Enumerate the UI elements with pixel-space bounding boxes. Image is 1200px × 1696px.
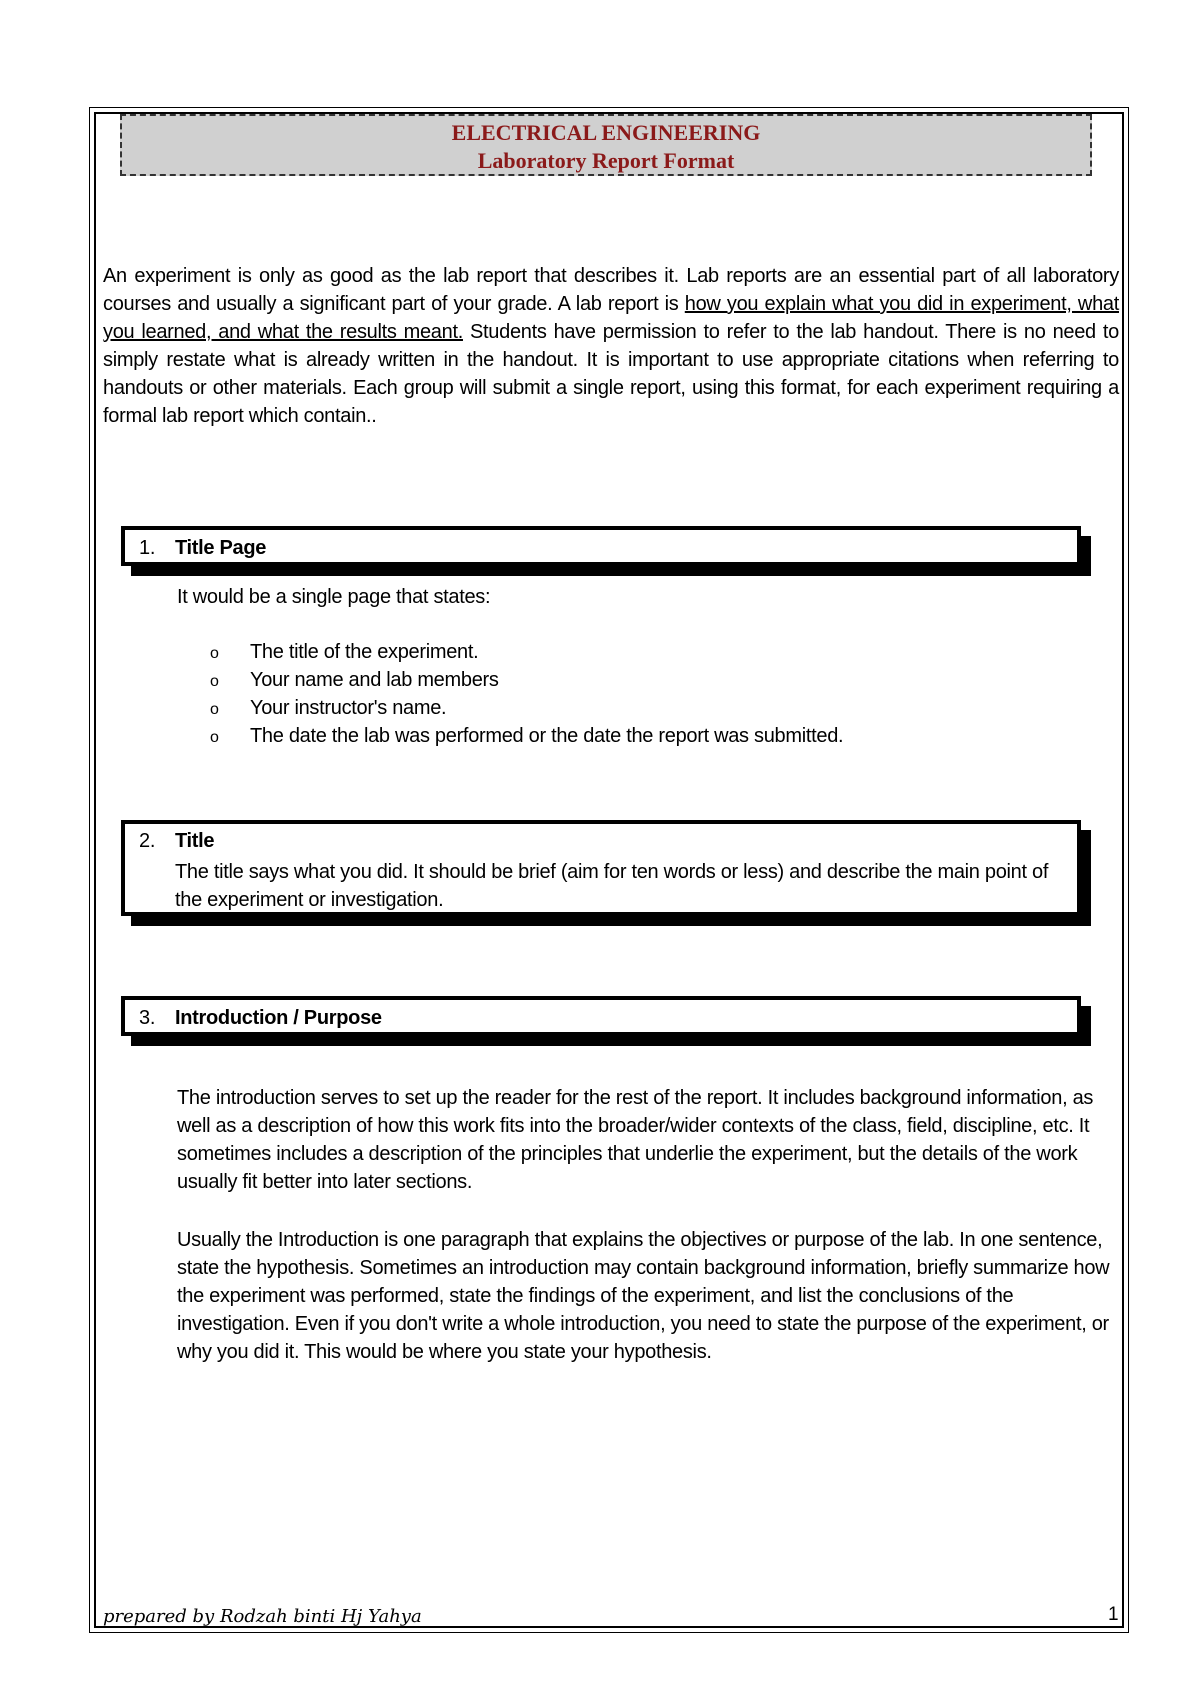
intro-paragraph	[103, 262, 1119, 430]
footer-credit: prepared by Rodzah binti Hj Yahya	[103, 1606, 422, 1627]
introduction-paragraph-2: Usually the Introduction is one paragraph that explains the objectives or purpose of the lab. In one sentence, state the hypothesis. Sometimes an introduction may contain background information, briefly summarize how the experiment was performed, state the findings of the experiment, and list the conclusions of the investigation. Even if you don't write a whole introduction, you need to state the purpose of the experiment, or why you did it. This would be where you state your hypothesis.	[177, 1229, 1110, 1363]
list-item	[210, 722, 843, 750]
title-page-lead: It would be a single page that states:	[177, 586, 491, 608]
section-number: 1.	[139, 537, 156, 559]
list-item-text: The date the lab was performed or the date the report was submitted.	[250, 725, 844, 747]
section-title: Introduction / Purpose	[175, 1007, 382, 1029]
department-title: ELECTRICAL ENGINEERING	[451, 120, 761, 145]
section-number: 2.	[139, 830, 156, 852]
section-heading-title-page	[121, 526, 1081, 566]
list-item-text: The title of the experiment.	[250, 641, 479, 663]
page-number: 1	[1108, 1604, 1119, 1625]
intro-underlined-text: how you explain what you did in experiment, what you learned, and what the results meant.	[103, 293, 1119, 343]
list-item-text: Your instructor's name.	[250, 697, 447, 719]
section-heading-title	[121, 820, 1081, 916]
bullet-marker: o	[210, 701, 219, 718]
list-item	[210, 694, 843, 722]
document-title: Laboratory Report Format	[477, 148, 735, 173]
list-item-text: Your name and lab members	[250, 669, 499, 691]
bullet-marker: o	[210, 729, 219, 746]
bullet-marker: o	[210, 673, 219, 690]
section-description: The title says what you did. It should be brief (aim for ten words or less) and describe the main point of the experiment or investigation.	[175, 861, 1049, 911]
section-title: Title	[175, 830, 215, 852]
bullet-marker: o	[210, 645, 219, 662]
introduction-paragraph-1: The introduction serves to set up the reader for the rest of the report. It includes background information, as well as a description of how this work fits into the broader/wider contexts of the class, field, discipline, etc. It sometimes includes a description of the principles that underlie the experiment, but the details of the work usually fit better into later sections.	[177, 1087, 1094, 1193]
list-item	[210, 638, 843, 666]
intro-text-2: Students have permission to refer to the lab handout. There is no need to simply restate what is already written in the handout. It is important to use appropriate citations when referring to handouts or other materials. Each group will submit a single report, using this format, for each experiment requiring a formal lab report which contain..	[103, 321, 1119, 427]
list-item	[210, 666, 843, 694]
section-title: Title Page	[175, 537, 267, 559]
title-page-list	[210, 638, 843, 750]
document-header	[120, 114, 1092, 176]
intro-text-1: An experiment is only as good as the lab report that describes it. Lab reports are an essential part of all laboratory courses and usually a significant part of your grade. A lab report is	[103, 265, 1119, 315]
section-number: 3.	[139, 1007, 156, 1029]
section-heading-introduction	[121, 996, 1081, 1036]
